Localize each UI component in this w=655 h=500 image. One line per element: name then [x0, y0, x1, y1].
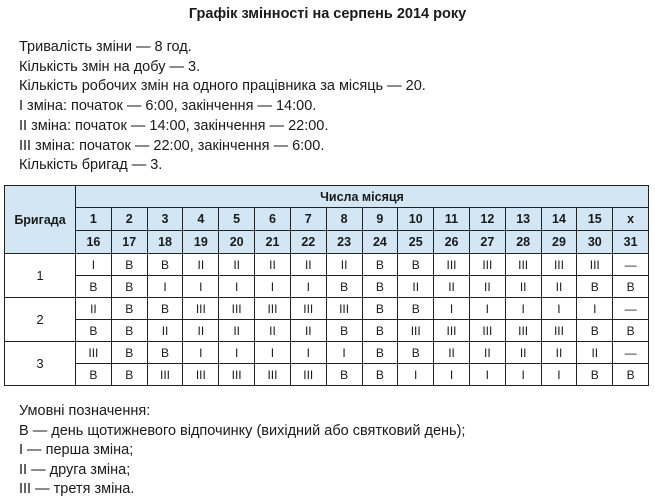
shift-cell: ІІІ: [434, 320, 470, 342]
shift-cell: ІІ: [434, 276, 470, 298]
shift-cell: ІІ: [147, 320, 183, 342]
shift-cell: ІІ: [290, 254, 326, 276]
day-header-b-14: 30: [577, 231, 613, 254]
shift-cell: ІІ: [255, 320, 291, 342]
shift-cell: ІІІ: [577, 254, 613, 276]
table-row: [5, 364, 649, 386]
table-row: [5, 276, 649, 298]
param-shift-1-times: І зміна: початок — 6:00, закінчення — 14:00.: [19, 98, 317, 115]
page-title: Графік змінності на серпень 2014 року: [188, 6, 467, 22]
shift-cell: В: [111, 276, 147, 298]
legend-item-day-off: В — день щотижневого відпочинку (вихідний або святковий день);: [19, 422, 466, 439]
shift-cell: І: [505, 298, 541, 320]
brigade-label: 2: [5, 298, 76, 342]
shift-cell: ІІ: [541, 276, 577, 298]
days-row-2: [5, 231, 649, 254]
shift-cell: ІІІ: [255, 364, 291, 386]
shift-cell: В: [147, 342, 183, 364]
day-header-a-7: 8: [326, 208, 362, 231]
shift-cell: ІІ: [398, 276, 434, 298]
shift-cell: ІІІ: [469, 320, 505, 342]
shift-cell: В: [398, 342, 434, 364]
shift-cell: В: [111, 342, 147, 364]
day-header-a-3: 4: [183, 208, 219, 231]
day-header-b-8: 24: [362, 231, 398, 254]
day-header-b-10: 26: [434, 231, 470, 254]
shift-cell: І: [469, 298, 505, 320]
day-header-a-6: 7: [290, 208, 326, 231]
param-work-shifts-per-month: Кількість робочих змін на одного працівника за місяць — 20.: [19, 78, 426, 95]
day-header-a-4: 5: [219, 208, 255, 231]
day-header-a-15: x: [613, 208, 649, 231]
shift-cell: В: [111, 364, 147, 386]
shift-cell: ІІ: [255, 254, 291, 276]
shift-cell: —: [613, 254, 649, 276]
shift-cell: ІІІ: [76, 342, 112, 364]
day-header-b-9: 25: [398, 231, 434, 254]
shift-cell: ІІІ: [255, 298, 291, 320]
legend-item-second-shift: ІІ — друга зміна;: [19, 461, 131, 478]
shift-cell: І: [541, 364, 577, 386]
shift-cell: І: [290, 342, 326, 364]
shift-cell: В: [111, 320, 147, 342]
shift-cell: ІІІ: [541, 320, 577, 342]
shift-cell: ІІ: [434, 342, 470, 364]
day-header-b-0: 16: [76, 231, 112, 254]
shift-cell: ІІ: [505, 342, 541, 364]
param-shift-2-times: ІІ зміна: початок — 14:00, закінчення — 22:00.: [19, 117, 329, 134]
shift-cell: І: [541, 298, 577, 320]
shift-cell: ІІ: [577, 342, 613, 364]
shift-cell: І: [255, 342, 291, 364]
day-header-b-11: 27: [469, 231, 505, 254]
shift-cell: І: [434, 364, 470, 386]
shift-cell: ІІ: [219, 320, 255, 342]
shift-cell: В: [362, 298, 398, 320]
shift-cell: В: [362, 276, 398, 298]
shift-cell: В: [613, 276, 649, 298]
day-header-a-5: 6: [255, 208, 291, 231]
shift-cell: В: [76, 276, 112, 298]
day-header-b-2: 18: [147, 231, 183, 254]
day-header-b-1: 17: [111, 231, 147, 254]
shift-cell: ІІІ: [183, 364, 219, 386]
shift-cell: В: [577, 364, 613, 386]
param-shifts-per-day: Кількість змін на добу — 3.: [19, 58, 201, 75]
day-header-a-8: 9: [362, 208, 398, 231]
shift-cell: ІІ: [469, 342, 505, 364]
shift-cell: В: [577, 276, 613, 298]
shift-cell: ІІ: [505, 276, 541, 298]
table-header-row: [5, 186, 649, 208]
shift-cell: ІІ: [469, 276, 505, 298]
shift-cell: ІІІ: [505, 320, 541, 342]
legend: [19, 402, 465, 500]
shift-cell: ІІ: [290, 320, 326, 342]
shift-cell: В: [111, 298, 147, 320]
param-brigade-count: Кількість бригад — 3.: [19, 157, 163, 174]
day-header-b-6: 22: [290, 231, 326, 254]
shift-cell: І: [183, 342, 219, 364]
shift-cell: І: [398, 364, 434, 386]
table-row: [5, 342, 649, 364]
brigade-column-header: Бригада: [5, 186, 76, 254]
day-header-b-15: 31: [613, 231, 649, 254]
schedule-body: [5, 254, 649, 386]
shift-cell: ІІ: [183, 254, 219, 276]
shift-cell: В: [147, 298, 183, 320]
shift-cell: В: [326, 276, 362, 298]
day-header-a-10: 11: [434, 208, 470, 231]
shift-cell: В: [76, 364, 112, 386]
shift-cell: І: [577, 298, 613, 320]
brigade-label: 3: [5, 342, 76, 386]
day-header-b-12: 28: [505, 231, 541, 254]
shift-cell: І: [434, 298, 470, 320]
shift-cell: ІІІ: [434, 254, 470, 276]
shift-cell: ІІІ: [290, 298, 326, 320]
table-row: [5, 254, 649, 276]
shift-cell: В: [613, 364, 649, 386]
day-header-b-7: 23: [326, 231, 362, 254]
shift-cell: ІІ: [326, 254, 362, 276]
shift-cell: ІІІ: [505, 254, 541, 276]
day-header-a-11: 12: [469, 208, 505, 231]
shift-cell: —: [613, 342, 649, 364]
shift-cell: І: [76, 254, 112, 276]
shift-cell: В: [362, 342, 398, 364]
shift-cell: В: [147, 254, 183, 276]
shift-cell: В: [76, 320, 112, 342]
day-header-a-12: 13: [505, 208, 541, 231]
shift-cell: І: [255, 276, 291, 298]
legend-item-first-shift: І — перша зміна;: [19, 442, 134, 459]
shift-cell: В: [362, 254, 398, 276]
shift-cell: ІІІ: [398, 320, 434, 342]
shift-cell: В: [362, 364, 398, 386]
shift-cell: В: [577, 320, 613, 342]
shift-schedule-table: [4, 185, 649, 386]
param-shift-3-times: ІІІ зміна: початок — 22:00, закінчення — 6:00.: [19, 137, 325, 154]
shift-cell: В: [326, 364, 362, 386]
shift-cell: В: [326, 320, 362, 342]
shift-cell: І: [290, 276, 326, 298]
day-header-a-13: 14: [541, 208, 577, 231]
day-header-b-3: 19: [183, 231, 219, 254]
days-row-1: [5, 208, 649, 231]
day-header-a-0: 1: [76, 208, 112, 231]
legend-title: Умовні позначення:: [19, 403, 151, 419]
shift-cell: ІІ: [541, 342, 577, 364]
shift-cell: ІІІ: [183, 298, 219, 320]
shift-cell: ІІ: [76, 298, 112, 320]
shift-cell: В: [362, 320, 398, 342]
table-row: [5, 320, 649, 342]
shift-cell: В: [613, 320, 649, 342]
day-header-b-5: 21: [255, 231, 291, 254]
shift-cell: І: [469, 364, 505, 386]
shift-cell: ІІ: [183, 320, 219, 342]
shift-cell: ІІІ: [219, 298, 255, 320]
shift-cell: І: [505, 364, 541, 386]
shift-cell: ІІІ: [469, 254, 505, 276]
shift-cell: ІІІ: [147, 364, 183, 386]
shift-cell: В: [398, 298, 434, 320]
brigade-label: 1: [5, 254, 76, 298]
day-header-a-1: 2: [111, 208, 147, 231]
shift-cell: В: [111, 254, 147, 276]
day-header-b-4: 20: [219, 231, 255, 254]
param-shift-duration: Тривалість зміни — 8 год.: [19, 39, 192, 55]
days-column-header: Числа місяця: [76, 186, 649, 208]
shift-cell: І: [219, 276, 255, 298]
shift-cell: —: [613, 298, 649, 320]
shift-cell: ІІІ: [326, 298, 362, 320]
shift-parameters: [19, 38, 426, 176]
shift-cell: І: [326, 342, 362, 364]
shift-cell: І: [147, 276, 183, 298]
legend-item-third-shift: ІІІ — третя зміна.: [19, 481, 135, 498]
shift-cell: ІІІ: [219, 364, 255, 386]
day-header-b-13: 29: [541, 231, 577, 254]
shift-cell: І: [183, 276, 219, 298]
shift-cell: ІІ: [219, 254, 255, 276]
day-header-a-2: 3: [147, 208, 183, 231]
day-header-a-9: 10: [398, 208, 434, 231]
table-row: [5, 298, 649, 320]
shift-cell: ІІІ: [290, 364, 326, 386]
day-header-a-14: 15: [577, 208, 613, 231]
shift-cell: ІІІ: [541, 254, 577, 276]
shift-cell: В: [398, 254, 434, 276]
shift-cell: І: [219, 342, 255, 364]
